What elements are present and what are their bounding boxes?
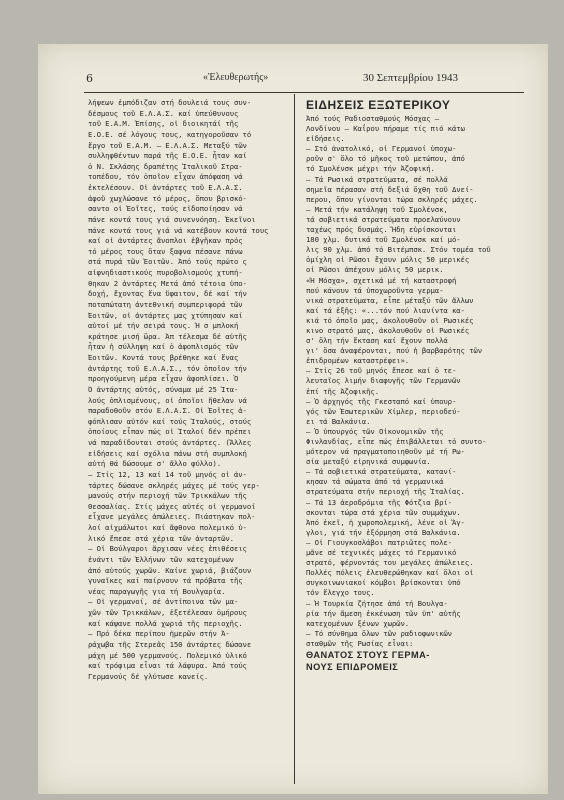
text-line: σκονται τώρα στά χέρια τῶν συμμάχων.: [306, 507, 461, 517]
text-line: ροῦν σ' ὅλο τό μῆκος τοῦ μετώπου, ἀπό: [306, 154, 465, 164]
text-line: προηγούμενη μέρα εἶχαν ἀφοπλίσει. Ὁ: [88, 374, 239, 384]
text-line: — Τά 13 ἀεροδρόμια τῆς Φότζια βρί-: [306, 497, 452, 507]
text-line: ἀφοῦ χωχλώσανε τό μέρος, ὅπου βρισκό-: [88, 193, 247, 203]
text-line: Ἀπό τούς Ραδιοσταθμούς Μόσχας —: [306, 114, 440, 123]
text-line: οἱ Ρῶσοι ἀπέχουν μόλις 50 μερικ.: [306, 265, 444, 275]
text-line: λικό ἔπεσε στά χέρια τῶν ἀνταρτῶν.: [88, 533, 234, 543]
text-line: συγκοινωνιακοί κόμβοι βρίσκονται ὑπό: [306, 578, 461, 588]
text-line: θηκαν 2 ἀντάρτες Μετά ἀπό τέτοια ὑπο-: [88, 278, 247, 288]
issue-date: 30 Σεπτεμβρίου 1943: [363, 72, 459, 84]
text-line: — Ὁ ἀρχηγός τῆς Γκεσταπό καί ὑπουρ-: [306, 396, 457, 406]
text-line: πού κάνουν τά ὑποχωροῦντα γερμα-: [306, 285, 444, 295]
text-line: Ὁ ἀντάρτης αὐτός, σύναμα μέ 25 Ἰτα-: [88, 384, 239, 394]
right-column: [306, 98, 506, 673]
text-line: — Στίς 12, 13 καί 14 τοῦ μηνός οἱ ἀν-: [88, 469, 247, 479]
text-line: αὐτή θά δώσουμε σ' ἄλλο φύλλο).: [88, 459, 222, 469]
text-line: σημεῖα πέρασαν στή δεξιά ὄχθη τοῦ Δνεί-: [306, 184, 474, 194]
text-line: γυναῖκες καί παίρνουν τά πρόβατα τῆς: [88, 576, 243, 586]
text-line: — Τό σύνθημα ὅλων τῶν ραδιοφωνικῶν: [306, 628, 452, 638]
text-line: λήψεων ἐμπόδιζαν στή δουλειά τους συν-: [88, 98, 252, 107]
text-line: αὐτοί μέ τήν σειρά τους. Ἡ σ μπλοκή: [88, 321, 239, 331]
text-line: — Τά Ρωσικά στρατεύματα, σέ πολλά: [306, 174, 448, 184]
text-line: ει τά Βαλκάνια.: [306, 416, 371, 426]
text-line: λοί αἰχμάλωτοι καί ἄφθονο πολεμικό ὑ-: [88, 523, 247, 532]
text-line: ὁμίχλη οἱ Ρῶσοι ἔχουν μόλις 50 μερικές: [306, 255, 470, 265]
text-line: τά σοβιετικά στρατεύματα προελαύνουν: [306, 214, 461, 224]
text-line: χῶν τῶν Τρικκάλων, ἐξετέλεσαν ὁμήρους: [88, 608, 247, 617]
text-line: σαντο οἱ Ἐοῖτες, τούς εἰδοποίησαν νά: [88, 204, 243, 214]
text-line: λευταῖος λιμήν διαφυγῆς τῶν Γερμανῶν: [306, 376, 461, 386]
text-line: γι' ὅσα ἀναφέρονται, πού ἡ βαρβαρότης τῶν: [306, 346, 483, 356]
text-line: Λονδίνου — Καΐρου πήραμε τίς πιό κάτω: [306, 124, 465, 134]
text-line: κινο στρατό μας, ἀκολουθοῦν οἱ Ρωσικές: [306, 325, 470, 335]
page-header: [38, 72, 548, 92]
text-line: — Οἱ Βούλγαροι ἄρχισαν νέες ἐπιθέσεις: [88, 544, 247, 554]
text-line: — Ἡ Τουρκία ζήτησε ἀπό τή Βουλγα-: [306, 598, 448, 608]
text-line: — Τά σοβιετικά στρατεύματα, κατανί-: [306, 467, 457, 477]
text-line: εἰδήσεις καί σχόλια πάνω στή συμπλοκή: [88, 448, 247, 458]
text-line: πάνε κοντά τους γιά νά κατέβουν κοντά τους: [88, 225, 269, 235]
text-line: Θεσσαλίας. Στίς μάχες αὐτές οἱ γερμανοί: [88, 501, 256, 511]
header-rule: [84, 92, 524, 93]
text-line: — Στό ἀνατολικό, οἱ Γερμανοί ὑποχω-: [306, 144, 457, 154]
text-line: φόπλισαν αὐτόν καί τούς Ἰταλούς, στούς: [88, 416, 252, 426]
text-line: ποταπώτατη ἀντεθνική συμπεριφορά τῶν: [88, 299, 243, 309]
text-line: ἐκτελέσουν. Οἱ ἀντάρτες τοῦ Ε.Λ.Α.Σ.: [88, 183, 243, 192]
paper-name: «Ἐλευθερωτής»: [203, 72, 269, 83]
slogan-line-2: ΝΟΥΣ ΕΠΙΔΡΟΜΕΙΣ: [306, 661, 399, 672]
text-line: — Μετά τήν κατάληψη τοῦ Σμολένσκ,: [306, 204, 448, 214]
text-line: ἐνάντι τῶν Ἑλλήνων τῶν κατεχομένων: [88, 554, 234, 564]
text-line: στρατεύματα στήν περιοχή τῆς Ἰταλίας.: [306, 487, 465, 497]
text-line: κησαν τά σώματα ἀπό τά γερμανικά: [306, 477, 444, 487]
text-line: νικά στρατεύματα, εἶπε μέταξύ τῶν ἄλλων: [306, 295, 474, 305]
text-line: νέας παραγωγῆς για τή Βουλγαρία.: [88, 586, 226, 596]
right-column-text: [306, 114, 506, 649]
text-line: ταχέως πρός δυσμάς. Ἤδη εὑρίσκονται: [306, 225, 457, 235]
text-line: 180 χλμ. δυτικά τοῦ Σμολένσκ καί μό-: [306, 235, 461, 245]
text-line: μότερον νά πραγματοποιηθοῦν μέ τή Ρω-: [306, 447, 465, 457]
text-line: ρία τήν ἄμεση ἐκκένωση τῶν ὑπ' αὐτῆς: [306, 608, 461, 618]
text-line: ράχωβα τῆς Στερεᾶς 150 ἀντάρτες δώσανε: [88, 639, 252, 649]
text-line: σ' ὅλη τήν ἔκταση καί ἔχουν πολλά: [306, 336, 448, 346]
text-line: Ἐοιτῶν. Κοντά τους βρέθηκε καί ἕνας: [88, 353, 239, 362]
text-line: καί τά ἑξῆς: «...τόν πού λιανίντα κα-: [306, 305, 465, 315]
text-line: τό μέρος τους ὅταν ξαφνα πέσανε πάνω: [88, 246, 243, 256]
text-line: εἰδήσεις.: [306, 134, 345, 144]
text-line: ἦταν ἡ σύλληψη καί ὁ ἀφοπλισμός τῶν: [88, 342, 239, 352]
text-line: κράτησε μισή ὥρα. Ἀπ τέλεσμα δέ αὐτῆς: [88, 331, 247, 341]
text-line: — Πρό δέκα περίπου ἡμερῶν στήν Ἀ-: [88, 629, 230, 639]
text-line: Ἀπό ἐκεῖ, ἡ χωροπολεμική, λένε οἱ Ἄγ-: [306, 517, 465, 527]
text-line: τοπέδου, τόν ὁποῖον εἶχαν ἀπόφαση νά: [88, 172, 243, 182]
text-line: «Ἡ Μόσχα», σχετικά μέ τή καταστροφή: [306, 275, 457, 285]
text-line: Φινλανδίας, εἶπε πώς ἐπιβάλλεται τό συντο-: [306, 437, 487, 446]
text-line: — Ὁ ὑπουργός τῶν Οἰκονομικῶν τῆς: [306, 426, 444, 436]
text-line: μάχη μέ 500 γερμανούς. Πολεμικό ὑλικό: [88, 650, 247, 660]
text-line: αἰφνηδιαστικούς πυροβολισμούς χτυπή-: [88, 268, 243, 277]
text-line: Πολλές πόλεις ἐλευθερώθηκαν καί ὅλοι οἱ: [306, 568, 474, 578]
text-line: μᾶνε σέ τεχνικές μάχες τό Γερμανικό: [306, 548, 457, 558]
text-line: πάνε κοντά τους γιά συνεννόηση. Ἐκεῖνοι: [88, 214, 256, 224]
text-line: δέσμους τοῦ Ε.Λ.Α.Σ. καί ὑπεύθυνους: [88, 108, 239, 118]
text-line: ἔργο τοῦ Ε.Α.Μ. — Ε.Λ.Α.Σ. Μεταξύ τῶν: [88, 140, 247, 150]
text-line: κιά τό ὁποῖο μας, ἀκολουθοῦν οἱ Ρωσικές: [306, 315, 474, 325]
text-line: ἐπί τῆς Ἀζοφικῆς.: [306, 386, 379, 396]
slogan-line-1: ΘΑΝΑΤΟΣ ΣΤΟΥΣ ΓΕΡΜΑ-: [306, 649, 430, 660]
text-line: σταθμῶν τῆς Ρωσίας εἶναι:: [306, 638, 414, 648]
text-line: τόν ἔλεγχο τους.: [306, 588, 375, 598]
column-heading: ΕΙΔΗΣΕΙΣ ΕΞΩΤΕΡΙΚΟΥ: [306, 98, 451, 112]
text-line: ὁ Ν. Σκλάσης δραπέτης Ἰταλικοῦ Στρα-: [88, 161, 243, 171]
text-line: καί κάψανε πολλά χωριά τῆς περιοχῆς.: [88, 618, 243, 628]
text-line: δοχή, ἔχοντας ἔνα ὕφαιτον, δέ καί τήν: [88, 289, 247, 299]
newspaper-page: [38, 44, 548, 794]
column-divider: [294, 94, 295, 784]
text-line: ἐπιδρομέων καταστρέφει».: [306, 356, 410, 366]
text-line: νά παραδίδονται στούς ἀντάρτες. (Ἄλλες: [88, 438, 252, 447]
text-line: λούς ὁπλισμένους, οἱ ὁποῖοι ἤθελαν νά: [88, 395, 247, 405]
text-line: στά πυρά τῶν Ἐοιτῶν. Ἀπό τούς πρώτο ς: [88, 257, 247, 267]
text-line: παραδοθοῦν στόν Ε.Λ.Α.Σ. Οἱ Ἐοῖτες ἀ-: [88, 406, 247, 416]
text-line: σία μεταξύ εἰρηνικά συμφωνία.: [306, 457, 431, 467]
text-line: συλληφθέντων παρά τῆς Ε.Ο.Ε. ἦταν καί: [88, 151, 247, 161]
text-line: Ε.Ο.Ε. σέ λόγους τους, κατηγοροῦσαν τό: [88, 129, 252, 139]
text-line: καί οἱ ἀντάρτες ἄνοπλοι ἐβγῆκαν πρός: [88, 236, 243, 246]
text-line: Γερμανούς δέ γλύτωσε κανείς.: [88, 671, 209, 681]
page-number: 6: [86, 72, 93, 85]
text-line: ὁποίους εἶπαν πώς οἱ Ἰταλοί δέν πρέπει: [88, 427, 252, 437]
text-line: τό Σμολένσκ μέχρι τήν Ἀζοφική.: [306, 164, 435, 174]
text-line: Ἐοιτῶν, οἱ ἀντάρτες μας χτύπησαν καί: [88, 310, 243, 320]
text-line: — Οἱ Γιουγκοσλάβοι πατριῶτες πολε-: [306, 537, 452, 547]
text-line: γλοι, γιά τήν ἐξόρμηση στά Βαλκάνια.: [306, 527, 461, 537]
text-line: τάρτες δώσανε σκληρές μάχες μέ τούς γερ-: [88, 480, 260, 490]
text-line: στρατό, φέρνοντάς του μεγάλες ἀπώλειες.: [306, 558, 474, 568]
text-line: καί τρόφιμα εἶναι τά λάφυρα. Ἀπό τούς: [88, 661, 247, 671]
text-line: — Στίς 26 τοῦ μηνός ἔπεσε καί ὁ τε-: [306, 366, 457, 376]
text-line: περου, ὅπου γίνονται τώρα σκληρές μάχες.: [306, 194, 478, 204]
text-line: κατεχομένων ξένων χωρῶν.: [306, 618, 410, 628]
text-line: ἀντάρτης τοῦ Ε.Λ.Α.Σ., τόν ὁποῖον τήν: [88, 363, 247, 373]
text-line: λις 90 χλμ. ἀπό τό Βιτέμπσκ. Στόν τομέα τοῦ: [306, 245, 491, 255]
left-column: [88, 98, 285, 682]
text-line: μανούς στήν περιοχή τῶν Τρικκάλων τῆς: [88, 491, 247, 501]
text-line: εἶχανε μεγάλες ἀπώλειες. Πιάστηκαν πολ-: [88, 512, 256, 522]
text-line: τοῦ Ε.Α.Μ. Ἐπίσης, οἱ διοικητάί τῆς: [88, 119, 239, 129]
text-line: — Οἱ γερμανοί, σέ ἀντίποινα τῶν μα-: [88, 597, 239, 607]
text-line: γός τῶν Ἐσωτερικῶν Χίμλερ, περιοδεύ-: [306, 406, 461, 416]
text-line: ἀπό αὐτούς χωρῶν. Καίνε χωριά, βιάζουν: [88, 565, 252, 575]
